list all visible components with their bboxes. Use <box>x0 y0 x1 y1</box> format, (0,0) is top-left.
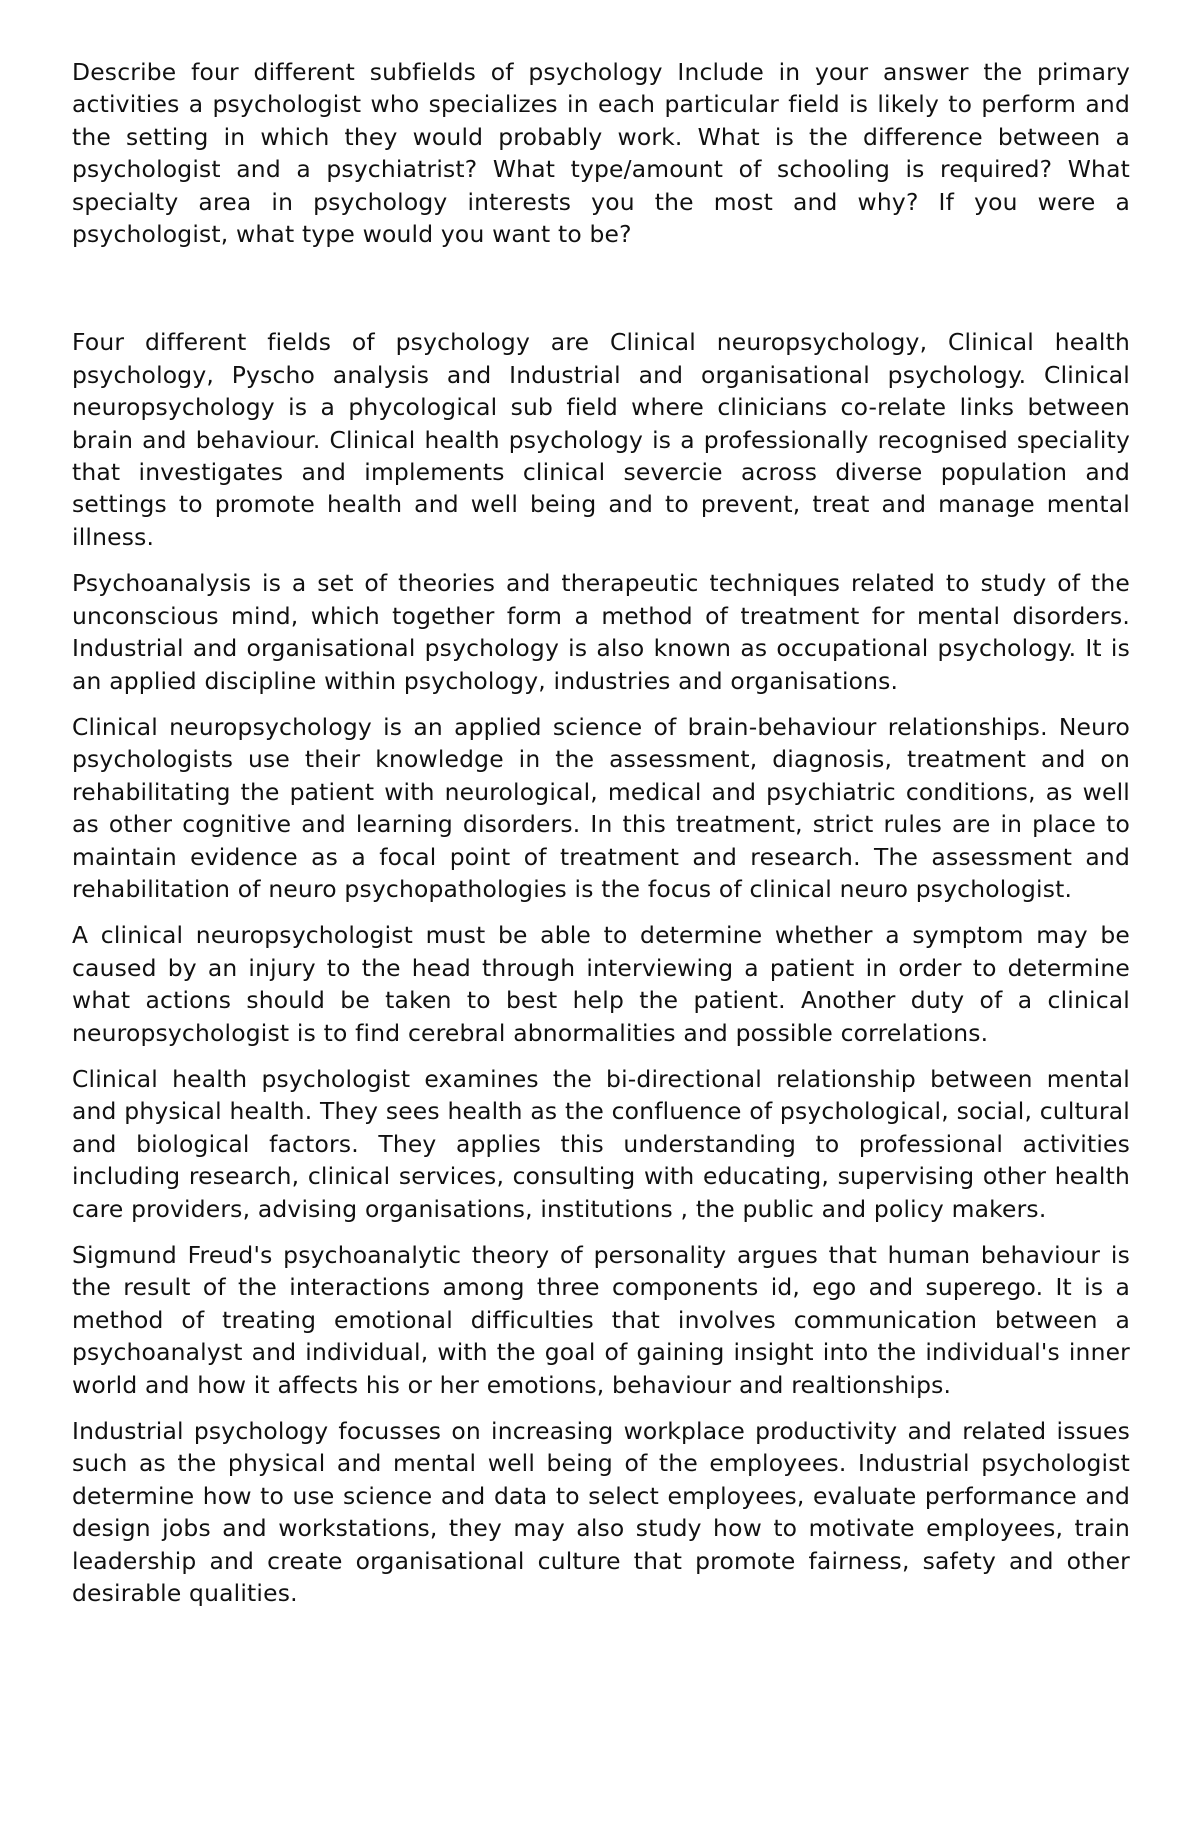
question-paragraph: Describe four different subfields of psychology Include in your answer the primary activities a psychologist who specializes in each particular field is likely to perform and the setting in which they would probably work. What is the difference between a psychologist and a psychiatrist? What type/amount of schooling is required? What specialty area in psychology interests you the most and why? If you were a psychologist, what type would you want to be? <box>72 58 1130 249</box>
document-page <box>72 56 1130 1623</box>
answer-paragraph-3: Clinical neuropsychology is an applied science of brain-behaviour relationships. Neuro psychologists use their knowledge in the assessment, diagnosis, treatment and on rehabilitating the patient with neurological, medical and psychiatric conditions, as well as other cognitive and learning disorders. In this treatment, strict rules are in place to maintain evidence as a focal point of treatment and research. The assessment and rehabilitation of neuro psychopathologies is the focus of clinical neuro psychologist. <box>72 712 1130 903</box>
answer-paragraph-7: Industrial psychology focusses on increasing workplace productivity and related issues such as the physical and mental well being of the employees. Industrial psychologist determine how to use science and data to select employees, evaluate performance and design jobs and workstations, they may also study how to motivate employees, train leadership and create organisational culture that promote fairness, safety and other desirable qualities. <box>72 1417 1130 1608</box>
answer-paragraph-4: A clinical neuropsychologist must be able to determine whether a symptom may be caused by an injury to the head through interviewing a patient in order to determine what actions should be taken to best help the patient. Another duty of a clinical neuropsychologist is to find cerebral abnormalities and possible correlations. <box>72 921 1130 1047</box>
answer-paragraph-1: Four different fields of psychology are Clinical neuropsychology, Clinical health psychology, Pyscho analysis and Industrial and organisational psychology. Clinical neuropsychology is a phycological sub field where clinicians co-relate links between brain and behaviour. Clinical health psychology is a professionally recognised speciality that investigates and implements clinical severcie across diverse population and settings to promote health and well being and to prevent, treat and manage mental illness. <box>72 328 1130 551</box>
answer-paragraph-6: Sigmund Freud's psychoanalytic theory of personality argues that human behaviour is the result of the interactions among three components id, ego and superego. It is a method of treating emotional difficulties that involves communication between a psychoanalyst and individual, with the goal of gaining insight into the individual's inner world and how it affects his or her emotions, behaviour and realtionships. <box>72 1241 1130 1399</box>
answer-paragraph-5: Clinical health psychologist examines the bi-directional relationship between mental and physical health. They sees health as the confluence of psychological, social, cultural and biological factors. They applies this understanding to professional activities including research, clinical services, consulting with educating, supervising other health care providers, advising organisations, institutions , the public and policy makers. <box>72 1064 1130 1223</box>
answer-paragraph-2: Psychoanalysis is a set of theories and therapeutic techniques related to study of the unconscious mind, which together form a method of treatment for mental disorders. Industrial and organisational psychology is also known as occupational psychology. It is an applied discipline within psychology, industries and organisations. <box>72 569 1130 695</box>
